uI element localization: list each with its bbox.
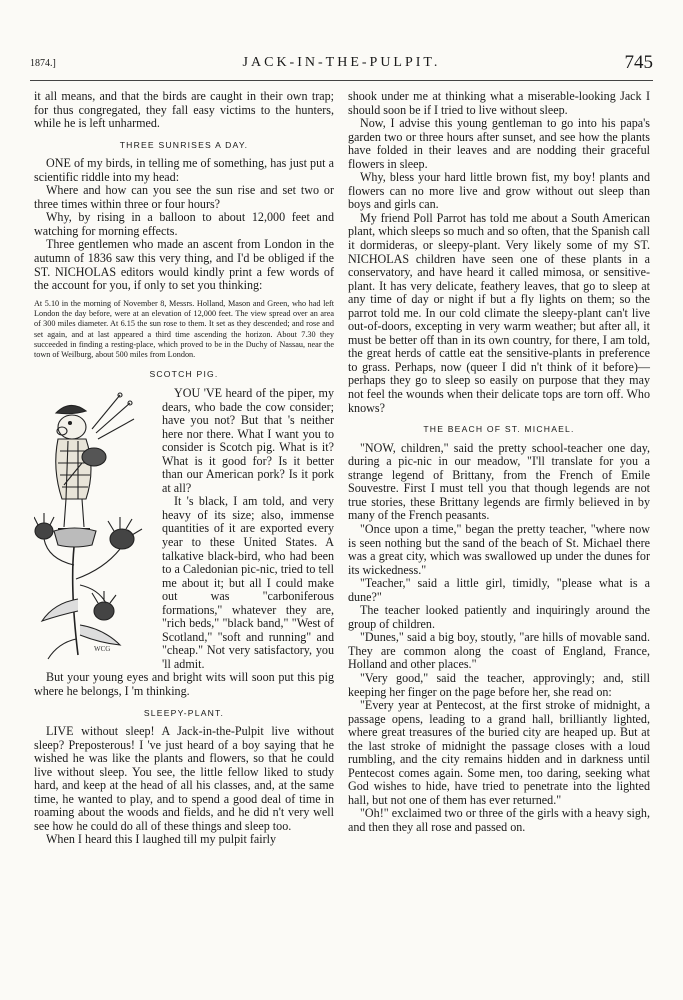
sunrise-paragraph-1: ONE of my birds, in telling me of something, has just put a scientific riddle into my head: (34, 156, 334, 184)
left-column (34, 90, 334, 847)
page-number: 745 (624, 52, 653, 73)
intro-paragraph: it all means, and that the birds are caught in their own trap; for thus congregated, they fall easy victims to the hunters, while he is left unharmed. (34, 89, 334, 131)
right-column (348, 90, 650, 835)
sunrise-paragraph-3: Why, by rising in a balloon to about 12,000 feet and watching for morning effects. (34, 210, 334, 238)
sleepy-paragraph-5: My friend Poll Parrot has told me about a South American plant, which sleeps so much and so often, that the Spanish call it dormideras, or sleepy-plant. Very likely some of my ST. NICHOLAS children have seen one of these plants in a conservatory, and have heard it called mimosa, or sensitive-plant. It has very delicate, feathery leaves, that go to sleep at any time of day or night if but a fly lights on them; so the parrot told me. In our cold climate the sleepy-plant can't live out-of-doors, excepting in very warm weather; but after all, it must be better off than in its own country, for there, I am told, the great herds of cattle eat the sensitive-plants in preference to grass. Perhaps, now (queer I did n't think of it before)—perhaps they go to sleep so easily on purpose that they may not feel the wounds when their delicate tops are torn off. Who knows? (348, 210, 650, 415)
beach-paragraph-1: "NOW, children," said the pretty school-teacher one day, during a pic-nic in our meadow, "I'll translate for you a strange legend of Brittany, from the French of Emile Souvestre. First I must tell you that though legends are not true stories, these Brittany legends are firmly believed in by many of the French peasants. (348, 440, 650, 523)
header-rule (30, 80, 653, 81)
heading-beach-st-michael: THE BEACH OF ST. MICHAEL. (423, 424, 575, 435)
beach-paragraph-4: The teacher looked patiently and inquiringly around the group of children. (348, 603, 650, 631)
beach-paragraph-5: "Dunes," said a big boy, stoutly, "are hills of movable sand. They are common along the coast of England, France, Holland and other places." (348, 630, 650, 672)
pig-paragraph-3: But your young eyes and bright wits will soon put this pig where he belongs, I 'm thinking. (34, 670, 334, 699)
heading-scotch-pig: SCOTCH PIG. (149, 369, 219, 380)
sleepy-continuation: shook under me at thinking what a miserable-looking Jack I should soon be if I tried to live without sleep. (348, 89, 650, 117)
beach-paragraph-8: "Oh!" exclaimed two or three of the girls with a heavy sigh, and then they all rose and passed on. (348, 806, 650, 834)
pig-piper-on-thistle-icon (34, 389, 154, 661)
heading-sleepy-plant: SLEEPY-PLANT. (143, 707, 225, 718)
beach-paragraph-7: "Every year at Pentecost, at the first stroke of midnight, a passage opens, leading to a grand hall, brilliantly lighted, where great treasures of the buried city are heaped up. But at the last stroke of midnight the passage closes with a loud rumbling, and the city remains hidden and in darkness until Pentecost comes again. Some men, too daring, seeking what God wishes to hide, have tried to penetrate into the lighted hall, but not one of them has ever returned." (348, 698, 650, 807)
pig-paragraph-1: YOU 'VE heard of the piper, my dears, who bade the cow consider; have you not? But that 's neither here nor there. What I want you to consider is Scotch pig. What is it? What is it good for? Is it better than our American pork? Is it pork at all? (162, 385, 334, 495)
running-title: JACK-IN-THE-PULPIT. (242, 55, 441, 70)
balloon-account-note: At 5.10 in the morning of November 8, Messrs. Holland, Mason and Green, who had left London the day before, were at an elevation of 12,000 feet. The view spread over an area of 300 miles diameter. At 6.15 the sun rose to them. It set as they descended; and rose and set again, and at last appeared a third time ascending the horizon. About 7.30 they succeeded in finding a resting-place, which proved to be in the Duchy of Nassau, near the town of Weilburg, about 500 miles from London. (34, 298, 334, 360)
sleepy-paragraph-4: Why, bless your hard little brown fist, my boy! plants and flowers can no more live and grow without out sleep than boys and girls can. (348, 170, 650, 212)
monogram: WCG (94, 644, 111, 653)
sunrise-paragraph-4: Three gentlemen who made an ascent from London in the autumn of 1836 saw this very thing, and I'd be obliged if the ST. NICHOLAS editors would kindly print a few words of the account for you, if only to set you thinking: (34, 237, 334, 293)
pig-piper-illustration (34, 389, 154, 661)
page-header (30, 52, 653, 76)
beach-paragraph-6: "Very good," said the teacher, approvingly; and, still keeping her finger on the page before her, she read on: (348, 670, 650, 699)
sleepy-paragraph-3: Now, I advise this young gentleman to go into his papa's garden two or three hours after sunset, and see how the plants have folded in their leaves and are nodding their graceful flowers in sleep. (348, 116, 650, 171)
beach-paragraph-3: "Teacher," said a little girl, timidly, "please what is a dune?" (348, 576, 650, 604)
header-year: 1874.] (30, 58, 56, 69)
pig-paragraph-2: It 's black, I am told, and very heavy of its size; also, immense quantities of it are exported every year to these United States. A talkative black-bird, who had been to a Caledonian pic-nic, tried to tell me about it; but all I could make out was "carboniferous formations," whatever they are, "rich beds," "black band," "West of Scotland," "soft and running" and "cheap." Not very satisfactory, you 'll admit. (162, 494, 334, 671)
heading-three-sunrises: THREE SUNRISES A DAY. (119, 139, 249, 150)
sunrise-paragraph-2: Where and how can you see the sun rise and set two or three times within three or four hours? (34, 183, 334, 211)
sleepy-paragraph-1: LIVE without sleep! A Jack-in-the-Pulpit live without sleep? Preposterous! I 've just heard of a boy saying that he wished he was like the plants and flowers, so that he could live without sleep. You see, the little fellow liked to study hard, and keep at the head of all his classes, and, at the same time, he wanted to play, and to spend a good deal of time in roaming about the woods and fields, and he did n't very well see how he could do all of these things and sleep too. (34, 724, 334, 833)
sleepy-paragraph-2: When I heard this I laughed till my pulpit fairly (46, 832, 277, 847)
beach-paragraph-2: "Once upon a time," began the pretty teacher, "where now is seen nothing but the sand of the beach of St. Michael there was a great city, which was swallowed up under the dunes for its wickedness." (348, 521, 650, 577)
